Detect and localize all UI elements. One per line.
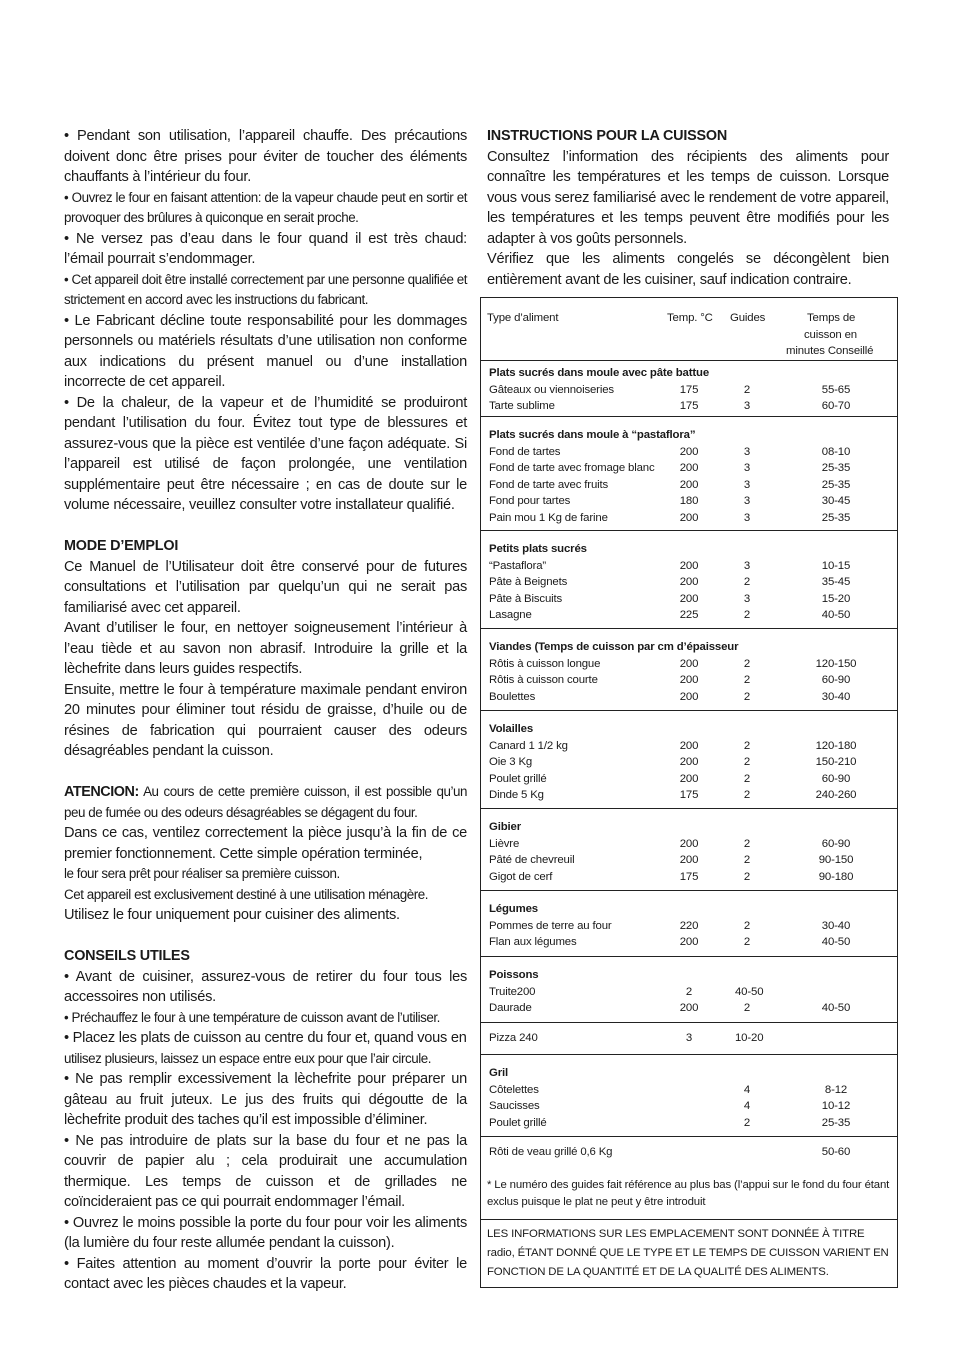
table-section xyxy=(481,1137,897,1169)
table-row xyxy=(481,460,897,477)
table-row xyxy=(481,1082,897,1099)
cell-guides: 40-50 xyxy=(735,985,764,998)
cell-time: 50-60 xyxy=(821,1146,851,1158)
cell-time: 25-35 xyxy=(821,511,851,524)
cell-temp: 200 xyxy=(679,445,699,458)
instructions-title: INSTRUCTIONS POUR LA CUISSON xyxy=(487,128,728,144)
cell-food: Tarte sublime xyxy=(489,400,555,412)
cell-time: 120-150 xyxy=(815,657,857,670)
cell-guides: 2 xyxy=(743,576,751,588)
cell-temp: 200 xyxy=(679,739,699,752)
table-note xyxy=(481,1169,897,1220)
cell-food: Pâte à Beignets xyxy=(489,576,568,588)
safety-paragraph-4: • Cet appareil doit être installé correctement par une personne qualifiée et strictement en accord avec les instructions du fabricant. xyxy=(64,271,467,307)
cell-temp: 200 xyxy=(679,592,699,605)
table-row xyxy=(481,754,897,771)
section-title: Gril xyxy=(489,1067,509,1079)
table-section xyxy=(481,711,897,809)
cell-food: Oie 3 Kg xyxy=(489,756,533,768)
table-row xyxy=(481,689,897,706)
table-row xyxy=(481,382,897,399)
section-title: Légumes xyxy=(489,903,538,915)
cell-food: Pâté de chevreuil xyxy=(489,854,575,866)
cell-food: Flan aux légumes xyxy=(489,936,577,948)
table-row xyxy=(481,787,897,804)
header-time-1: Temps de xyxy=(807,312,856,324)
cell-guides: 3 xyxy=(743,592,751,605)
table-section xyxy=(481,1055,897,1137)
table-section xyxy=(481,361,897,417)
safety-paragraph-2: • Ouvrez le four en faisant attention: de la vapeur chaude peut en sortir et provoquer des brûlures à quiconque en serait proche. xyxy=(64,189,467,225)
cell-food: Fond de tarte avec fromage blanc xyxy=(489,462,655,474)
table-row xyxy=(481,398,897,415)
cell-time: 08-10 xyxy=(821,445,851,458)
cell-guides: 2 xyxy=(743,789,751,801)
cell-food: Truite200 xyxy=(489,985,536,998)
cell-time: 35-45 xyxy=(821,576,851,588)
cell-temp: 220 xyxy=(679,919,699,932)
cell-guides: 2 xyxy=(743,772,751,785)
atencion-text: Au cours de cette première cuisson, il est possible qu’un peu de fumée ou des odeurs désagréables se dégagent du four. xyxy=(64,784,467,820)
cell-time: 15-20 xyxy=(821,592,851,605)
safety-paragraph-3: • Ne versez pas d’eau dans le four quand il est très chaud: l’émail pourrait s’endommager. xyxy=(64,230,467,267)
mode-paragraph-2: Avant d’utiliser le four, en nettoyer soigneusement l’intérieur à l’eau tiède et au savon non abrasif. Introduire la grille et la lèchefrite dans leurs guides respectifs. xyxy=(64,620,467,677)
cell-time: 8-12 xyxy=(824,1083,848,1096)
cell-food: Côtelettes xyxy=(489,1083,539,1096)
cell-temp: 200 xyxy=(679,478,699,491)
cell-guides: 4 xyxy=(743,1083,751,1096)
cell-time: 55-65 xyxy=(821,383,851,396)
section-title: Viandes (Temps de cuisson par cm d’épaisseur xyxy=(489,641,739,653)
table-section xyxy=(481,629,897,711)
table-row xyxy=(481,934,897,951)
footer-text: LES INFORMATIONS SUR LES EMPLACEMENT SONT DONNÉE À TITRE radio, ÉTANT DONNÉ QUE LE TYPE ET LE TEMPS DE CUISSON VARIENT EN FONCTION DE LA QUANTITÉ ET DE LA QUALITÉ DES ALIMENTS. xyxy=(487,1228,889,1278)
table-row xyxy=(481,1115,897,1132)
cell-guides: 3 xyxy=(743,478,751,491)
cell-guides: 3 xyxy=(743,445,751,458)
cell-food: Pâte à Biscuits xyxy=(489,592,563,605)
cell-time: 60-90 xyxy=(821,837,851,850)
cell-food: Gigot de cerf xyxy=(489,870,553,883)
cell-time: 60-90 xyxy=(821,674,851,686)
right-column xyxy=(487,126,889,290)
cell-guides: 2 xyxy=(743,1002,751,1014)
cell-food: Boulettes xyxy=(489,690,536,703)
cell-temp: 180 xyxy=(679,495,699,507)
conseil-4: • Ne pas remplir excessivement la lèchefrite pour préparer un gâteau au fruit juteux. Le jus des fruits qui dégoutte de la lèchefrite produit des taches qu’il est impossible d’éliminer. xyxy=(64,1071,467,1128)
section-title: Poissons xyxy=(489,969,539,981)
cell-time: 10-15 xyxy=(821,559,851,572)
cell-food: Pizza 240 xyxy=(489,1032,538,1044)
cell-food: Fond de tartes xyxy=(489,445,561,458)
cell-temp: 175 xyxy=(679,870,699,883)
cell-food: Lièvre xyxy=(489,837,520,850)
table-row xyxy=(481,984,897,1001)
cell-guides: 3 xyxy=(743,462,751,474)
cell-food: Rôtis à cuisson longue xyxy=(489,657,601,670)
cell-time: 25-35 xyxy=(821,462,851,474)
cell-food: Pain mou 1 Kg de farine xyxy=(489,511,608,524)
header-time-3: minutes Conseillé xyxy=(786,345,874,357)
table-row xyxy=(481,1000,897,1017)
cell-temp: 175 xyxy=(679,383,699,396)
conseil-7: • Faites attention au moment d’ouvrir la porte pour éviter le contact avec les pièces chaudes et la vapeur. xyxy=(64,1255,467,1292)
cell-temp: 200 xyxy=(679,854,699,866)
header-guides: Guides xyxy=(730,312,766,324)
cell-guides: 2 xyxy=(743,854,751,866)
cell-temp: 200 xyxy=(679,837,699,850)
table-row xyxy=(481,444,897,461)
conseil-5: • Ne pas introduire de plats sur la base du four et ne pas la couvrir de papier alu ; cela produirait une accumulation thermique. Les temps de cuisson et de grillades ne coïncideraient pas ce qui pourrait endommager l’émail. xyxy=(64,1132,467,1210)
cell-food: Fond de tarte avec fruits xyxy=(489,478,609,491)
mode-paragraph-3: Ensuite, mettre le four à température maximale pendant environ 20 minutes pour éliminer tout résidu de graisse, d’huile ou de résines de fabrication qui pourraient causer des odeurs désagréables pendant la cuisson. xyxy=(64,681,467,759)
section-title: Plats sucrés dans moule avec pâte battue xyxy=(489,367,710,379)
cell-guides: 3 xyxy=(743,400,751,412)
cell-temp: 200 xyxy=(679,559,699,572)
cell-time: 120-180 xyxy=(815,739,857,752)
cell-food: Daurade xyxy=(489,1002,532,1014)
table-row xyxy=(481,836,897,853)
cell-temp: 200 xyxy=(679,511,699,524)
cell-guides: 2 xyxy=(743,690,751,703)
table-row xyxy=(481,493,897,510)
instructions-paragraph-2: Vérifiez que les aliments congelés se décongèlent bien entièrement avant de les cuisiner, sauf indication contraire. xyxy=(487,251,889,288)
cell-guides: 2 xyxy=(743,609,751,621)
table-row xyxy=(481,852,897,869)
cell-guides: 2 xyxy=(743,837,751,850)
section-title: Volailles xyxy=(489,723,534,735)
table-header xyxy=(481,298,897,361)
table-row xyxy=(481,918,897,935)
table-row xyxy=(481,771,897,788)
instructions-paragraph-1: Consultez l’information des récipients des aliments pour connaître les températures et les temps de cuisson. Lorsque vous vous serez familiarisé avec le rendement de votre appareil, les températures et les temps peuvent être modifiés pour les adapter à vos goûts personnels. xyxy=(487,148,889,247)
cell-time: 60-90 xyxy=(821,772,851,785)
left-column xyxy=(64,126,467,1295)
cell-guides: 2 xyxy=(743,657,751,670)
cell-time: 25-35 xyxy=(821,1116,851,1129)
atencion-paragraph-2b: le four sera prêt pour réaliser sa première cuisson. xyxy=(64,866,340,881)
cell-temp: 175 xyxy=(679,789,699,801)
section-title: Plats sucrés dans moule à “pastaflora” xyxy=(489,429,696,441)
header-time-2: cuisson en xyxy=(804,328,857,341)
cell-guides: 2 xyxy=(743,1116,751,1129)
cell-food: Gâteaux ou viennoiseries xyxy=(489,383,614,396)
table-section xyxy=(481,809,897,891)
table-row xyxy=(481,1144,897,1161)
cell-food: “Pastaflora” xyxy=(489,559,547,572)
table-row xyxy=(481,607,897,624)
cell-time: 30-40 xyxy=(821,919,851,932)
cell-temp: 3 xyxy=(685,1032,693,1044)
cell-food: Poulet grillé xyxy=(489,772,547,785)
cell-time: 240-260 xyxy=(815,789,857,801)
cell-guides: 2 xyxy=(743,739,751,752)
safety-paragraph-1: • Pendant son utilisation, l’appareil chauffe. Des précautions doivent donc être prises pour éviter de toucher des éléments chauffants à l’intérieur du four. xyxy=(64,128,467,185)
atencion-paragraph-3: Cet appareil est exclusivement destiné à une utilisation ménagère. xyxy=(64,886,429,902)
cell-temp: 200 xyxy=(679,674,699,686)
cell-time: 90-150 xyxy=(818,854,854,866)
cell-temp: 200 xyxy=(679,576,699,588)
table-section xyxy=(481,891,897,957)
cell-guides: 3 xyxy=(743,559,751,572)
cell-food: Poulet grillé xyxy=(489,1116,547,1129)
table-row xyxy=(481,558,897,575)
cell-food: Pommes de terre au four xyxy=(489,919,612,932)
cell-temp: 2 xyxy=(685,985,693,998)
cell-guides: 3 xyxy=(743,511,751,524)
cell-food: Lasagne xyxy=(489,609,532,621)
atencion-label: ATENCION: xyxy=(64,784,139,800)
header-type: Type d’aliment xyxy=(487,312,559,324)
cell-time: 40-50 xyxy=(821,1002,851,1014)
section-title: Gibier xyxy=(489,821,522,833)
atencion-paragraph-4: Utilisez le four uniquement pour cuisiner des aliments. xyxy=(64,907,400,923)
cell-food: Canard 1 1/2 kg xyxy=(489,739,568,752)
table-row xyxy=(481,574,897,591)
cell-guides: 2 xyxy=(743,674,751,686)
cell-time: 30-40 xyxy=(821,690,851,703)
conseil-3b: utilisez plusieurs, laissez un espace entre eux pour que l’air circule. xyxy=(64,1050,431,1066)
cell-food: Dinde 5 Kg xyxy=(489,789,544,801)
cell-food: Rôtis à cuisson courte xyxy=(489,674,598,686)
table-row xyxy=(481,591,897,608)
table-row xyxy=(481,869,897,886)
conseil-6: • Ouvrez le moins possible la porte du four pour voir les aliments (la lumière du four reste allumée pendant la cuisson). xyxy=(64,1214,467,1251)
conseil-3a: • Placez les plats de cuisson au centre du four et, quand vous en xyxy=(64,1030,467,1046)
cooking-table xyxy=(480,297,898,1288)
cell-time: 30-45 xyxy=(821,495,851,507)
cell-time: 40-50 xyxy=(821,936,851,948)
conseil-1: • Avant de cuisiner, assurez-vous de retirer du four tous les accessoires non utilisés. xyxy=(64,968,467,1005)
cell-time: 150-210 xyxy=(815,756,857,768)
table-row xyxy=(481,656,897,673)
cell-guides: 2 xyxy=(743,383,751,396)
cell-temp: 200 xyxy=(679,772,699,785)
cell-temp: 200 xyxy=(679,936,699,948)
safety-paragraph-5: • Le Fabricant décline toute responsabilité pour les dommages personnels ou matériels résultats d’une utilisation non conforme aux indications du présent manuel ou d’une installation incorrecte de cet appareil. xyxy=(64,312,467,390)
table-footer xyxy=(481,1220,897,1282)
table-row xyxy=(481,1030,897,1047)
mode-title: MODE D’EMPLOI xyxy=(64,538,179,554)
cell-time: 40-50 xyxy=(821,609,851,621)
table-section xyxy=(481,957,897,1023)
table-section xyxy=(481,1023,897,1055)
cell-temp: 200 xyxy=(679,657,699,670)
mode-paragraph-1: Ce Manuel de l’Utilisateur doit être conservé pour de futures consultations et l’utilisation par quelqu’un qui ne serait pas familiarisé avec cet appareil. xyxy=(64,558,467,616)
cell-guides: 2 xyxy=(743,919,751,932)
cell-guides: 4 xyxy=(743,1100,751,1112)
cell-time: 25-35 xyxy=(821,478,851,491)
cell-guides: 2 xyxy=(743,756,751,768)
cell-temp: 200 xyxy=(679,1002,699,1014)
cell-temp: 225 xyxy=(679,609,699,621)
cell-temp: 200 xyxy=(679,756,699,768)
cell-food: Saucisses xyxy=(489,1100,540,1112)
safety-paragraph-6: • De la chaleur, de la vapeur et de l’humidité se produiront pendant l’utilisation du four. Évitez tout type de blessures et assurez-vous que la pièce est ventilée d’une façon adéquate. Si l’appareil est utilisé de façon prolongée, une ventilation supplémentaire peut être nécessaire ; en cas de doute sur le volume nécessaire, veuillez consulter votre installateur qualifié. xyxy=(64,394,467,513)
table-row xyxy=(481,1098,897,1115)
cell-guides: 2 xyxy=(743,936,751,948)
table-section xyxy=(481,531,897,629)
cell-temp: 175 xyxy=(679,400,699,412)
cell-temp: 200 xyxy=(679,690,699,703)
table-row xyxy=(481,672,897,689)
cell-time: 60-70 xyxy=(821,400,851,412)
atencion-paragraph xyxy=(64,782,467,823)
table-section xyxy=(481,417,897,531)
cell-guides: 2 xyxy=(743,870,751,883)
cell-guides: 3 xyxy=(743,495,751,507)
header-temp: Temp. °C xyxy=(667,312,713,324)
cell-time: 90-180 xyxy=(818,870,854,883)
note-text: * Le numéro des guides fait référence au plus bas (l’appui sur le fond du four étant exclus puisque le plat ne peut y être introduit xyxy=(487,1179,890,1208)
table-row xyxy=(481,477,897,494)
cell-food: Fond pour tartes xyxy=(489,495,571,507)
cell-temp: 200 xyxy=(679,462,699,474)
conseil-2: • Préchauffez le four à une température de cuisson avant de l’utiliser. xyxy=(64,1009,440,1025)
table-body xyxy=(481,361,897,1169)
cell-guides: 10-20 xyxy=(735,1032,764,1044)
cell-time: 10-12 xyxy=(821,1100,851,1112)
table-row xyxy=(481,510,897,527)
atencion-paragraph-2a: Dans ce cas, ventilez correctement la pièce jusqu’à la fin de ce premier fonctionnement. Cette simple opération terminée, xyxy=(64,825,467,862)
section-title: Petits plats sucrés xyxy=(489,543,587,555)
cell-food: Rôti de veau grillé 0,6 Kg xyxy=(489,1146,613,1158)
conseils-title: CONSEILS UTILES xyxy=(64,948,190,964)
table-row xyxy=(481,738,897,755)
